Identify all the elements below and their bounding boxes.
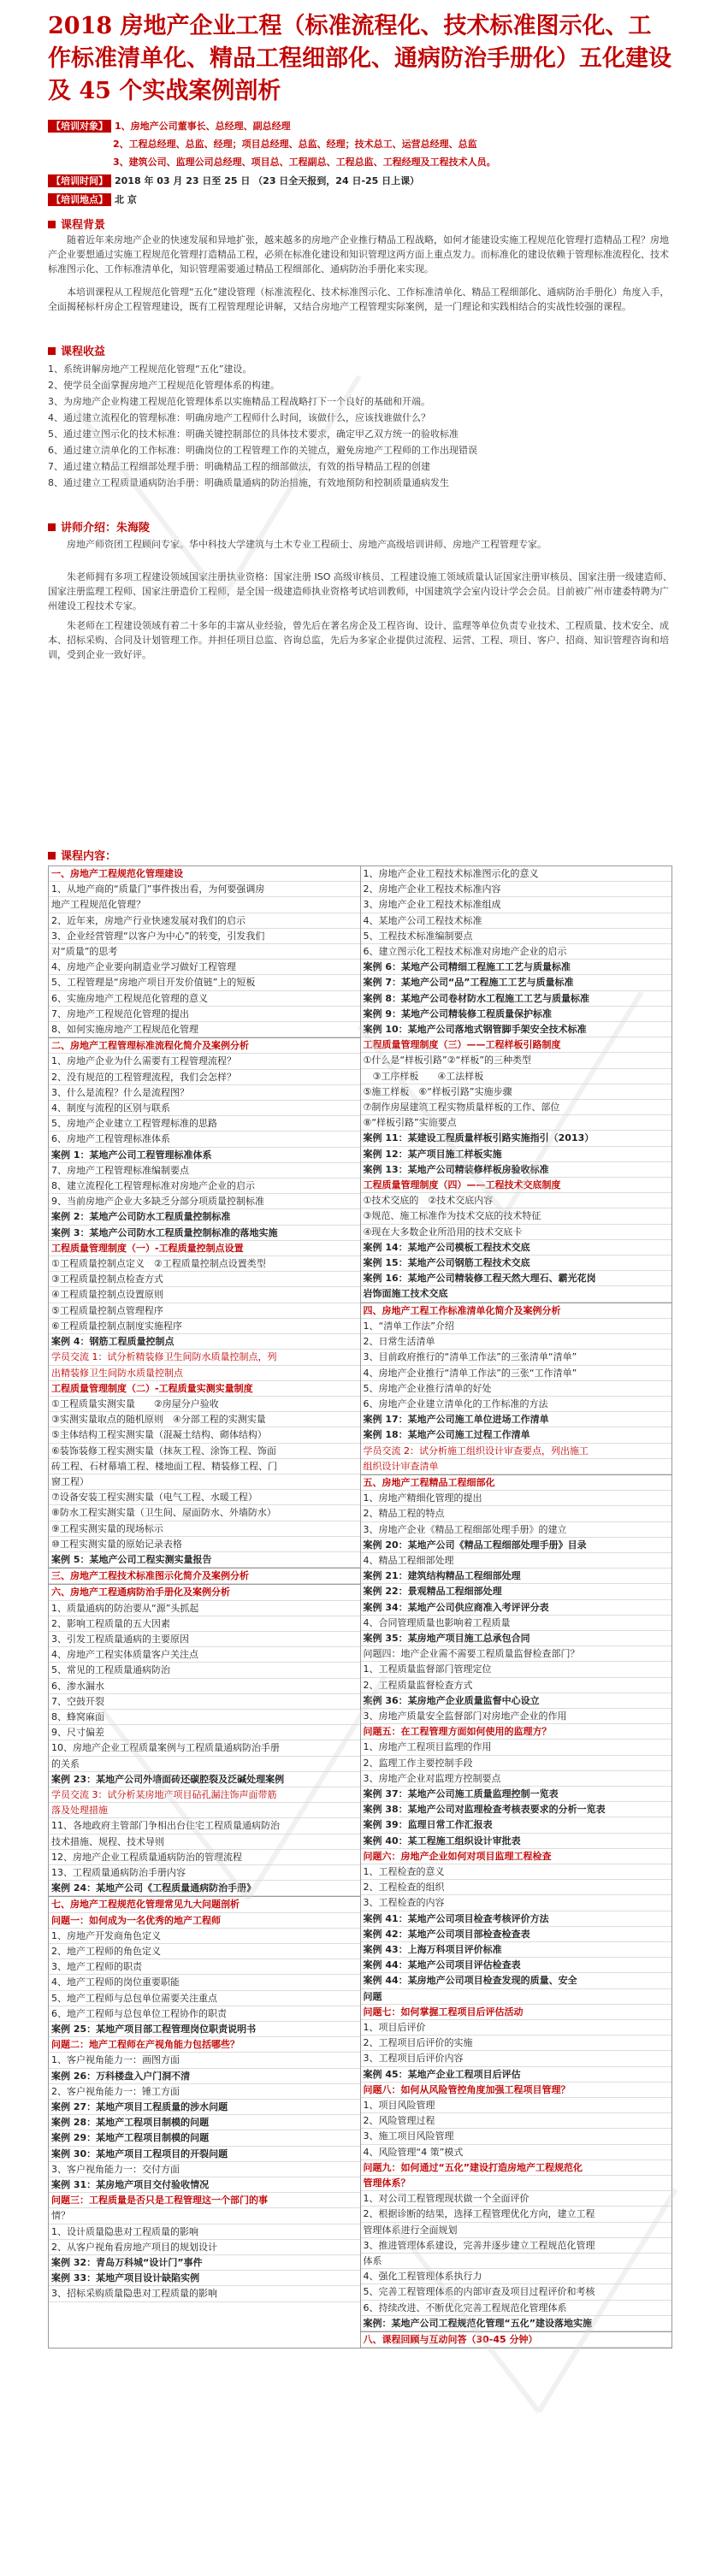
- list-item: 1、系统讲解房地产工程规范化管理“五化”建设。: [48, 363, 252, 375]
- course-section-heading: 二、房地产工程管理标准流程化简介及案例分析: [49, 1037, 360, 1054]
- course-item: 6、房地产企业建立清单化的工作标准的方法: [361, 1397, 672, 1412]
- course-item: 2、风险管理过程: [361, 2113, 672, 2129]
- background-heading: 课程背景: [48, 216, 105, 232]
- course-section-heading: 问题六：房地产企业如何对项目监理工程检查: [361, 1849, 672, 1864]
- course-item: 2、地产工程师的角色定义: [49, 1944, 360, 1959]
- course-item: ⑦制作房屋建筑工程实物质量样板的工作、部位: [361, 1100, 672, 1115]
- course-item: 3、工程检查的内容: [361, 1895, 672, 1911]
- course-item: 1、工程检查的意义: [361, 1864, 672, 1880]
- course-item: 案例 29：某地产工程项目制模的问题: [49, 2130, 360, 2146]
- course-item: 案例 11：某建设工程质量样板引路实施指引（2013）: [361, 1131, 672, 1146]
- place-block: [48, 193, 137, 207]
- course-item: ⑧“样板引路”实施要点: [361, 1115, 672, 1131]
- course-item: 案例 38：某地产公司对监理检查考核表要求的分析一览表: [361, 1802, 672, 1817]
- course-section-heading: 问题九：如何通过“五化”建设打造房地产工程规范化: [361, 2160, 672, 2176]
- course-item: 5、房地产企业推行清单的好处: [361, 1381, 672, 1397]
- background-para-1: 随着近年来房地产企业的快速发展和异地扩张，越来越多的房地产企业推行精品工程战略，如何才能建设实施工程规范化管理打造精品工程？房地产企业要想通过实施工程规范化管理打造精品工程，必须在标准化建设和知识管理这两方面上重点发力。而标准化的建设依赖于管理标准流程化、技术标准图示化、工作标准清单化，知识管理需要通过精品工程细部化、通病防治手册化来实现。: [48, 234, 669, 275]
- course-item: 6、持续改进、不断优化完善工程规范化管理体系: [361, 2301, 672, 2316]
- course-item: 技术措施、规程、技术导则: [49, 1835, 360, 1850]
- time-text: 2018 年 03 月 23 日至 25 日 （23 日全天报到，24 日-25 日上课）: [115, 175, 420, 186]
- course-item: 案例 5：某地产公司工程实测实量报告: [49, 1552, 360, 1568]
- course-item: 案例 26：万科楼盘入户门洞不清: [49, 2069, 360, 2084]
- course-item: 1、房地产开发商角色定义: [49, 1929, 360, 1944]
- course-item: ⑨工程实测实量的现场标示: [49, 1521, 360, 1537]
- course-item: ⑩工程实测实量的原始记录表格: [49, 1537, 360, 1552]
- course-column-right: [361, 866, 672, 2348]
- course-item: 5、房地产企业建立工程管理标准的思路: [49, 1116, 360, 1131]
- course-item: 1、从地产商的“质量门”事件拨出看，为何要强调房: [49, 882, 360, 897]
- course-item: 案例 34：某地产公司供应商准入考评评分表: [361, 1600, 672, 1616]
- course-item: 10、房地产企业工程质量案例与工程质量通病防治手册: [49, 1740, 360, 1756]
- course-section-heading: 七、房地产工程规范化管理常见九大问题剖析: [49, 1896, 360, 1912]
- list-item: 8、通过建立工程质量通病防治手册：明确质量通病的防治措施，有效地预防和控制质量通病发生: [48, 477, 449, 488]
- course-heading: 课程内容：: [48, 847, 116, 863]
- background-para-2: 本培训课程从工程规范化管理“五化”建设管理（标准流程化、技术标准图示化、工作标准清单化、精品工程细部化、通病防治手册化）角度入手，全面揭秘标杆房企工程管理建设，既有工程管理理论讲解，又结合房地产工程管理实际案例，是一门理论和实践相结合的实战性较强的课程。: [48, 287, 670, 312]
- audience-label: 【培训对象】: [48, 120, 111, 133]
- course-item: 岩饰面施工技术交底: [361, 1286, 672, 1302]
- course-item: 2、近年来，房地产行业快速发展对我们的启示: [49, 913, 360, 929]
- course-item: 6、渗水漏水: [49, 1679, 360, 1694]
- course-item: 情？: [49, 2208, 360, 2224]
- course-item: 3、工程项目后评价内容: [361, 2051, 672, 2066]
- course-item: ①工程质量控制点定义 ②工程质量控制点设置类型: [49, 1256, 360, 1272]
- benefits-heading: 课程收益: [48, 342, 105, 358]
- course-section-heading: 一、房地产工程规范化管理建设: [49, 866, 360, 882]
- course-item: 1、质量通病的防治要从“源”头抓起: [49, 1601, 360, 1616]
- course-item: 对“质量”的思考: [49, 944, 360, 960]
- course-item: 1、对公司工程管理现状做一个全面评价: [361, 2191, 672, 2207]
- place-text: 北 京: [115, 194, 137, 205]
- course-item: 3、企业经营管理“以客户为中心”的转变，引发我们: [49, 929, 360, 944]
- course-item: 案例 7：某地产公司“品”工程施工工艺与质量标准: [361, 975, 672, 990]
- course-section-heading: 管理体系？: [361, 2176, 672, 2191]
- course-item: 4、房地产企业要向制造业学习做好工程管理: [49, 960, 360, 975]
- place-label: 【培训地点】: [48, 193, 111, 206]
- course-item: ⑤工程质量控制点管理程序: [49, 1303, 360, 1319]
- course-item: ③实测实量取点的随机原则 ④分部工程的实测实量: [49, 1412, 360, 1427]
- square-bullet-icon: [48, 523, 56, 531]
- course-item: 2、工程项目后评价的实施: [361, 2035, 672, 2051]
- course-section-heading: 问题五：在工程管理方面如何使用的监理方？: [361, 1724, 672, 1740]
- course-item: 3、引发工程质量通病的主要原因: [49, 1632, 360, 1647]
- course-item: 组织设计审查清单: [361, 1459, 672, 1474]
- course-section-heading: 问题一：如何成为一名优秀的地产工程师: [49, 1913, 360, 1929]
- course-item: 地产工程规范化管理？: [49, 897, 360, 913]
- list-item: 5、通过建立图示化的技术标准：明确关键控制部位的具体技术要求，确定甲乙双方统一的验收标准: [48, 428, 458, 440]
- course-item: 2、影响工程质量的五大因素: [49, 1616, 360, 1632]
- course-item: 3、房地产企业对监理方控制要点: [361, 1771, 672, 1787]
- course-item: 7、房地产工程管理标准编制要点: [49, 1163, 360, 1179]
- course-item: ⑧防水工程实测实量（卫生间、屋面防水、外墙防水）: [49, 1505, 360, 1521]
- course-item: 2、没有规范的工程管理流程，我们会怎样？: [49, 1070, 360, 1085]
- course-item: 案例 16：某地产公司精装修工程天然大理石、霸光花岗: [361, 1271, 672, 1286]
- course-section-heading: 八、课程回顾与互动问答（30-45 分钟）: [361, 2331, 672, 2348]
- course-section-heading: 三、房地产工程技术标准图示化简介及案例分析: [49, 1568, 360, 1584]
- course-section-heading: 问题八：如何从风险管控角度加强工程项目管理？: [361, 2083, 672, 2098]
- course-item: 案例 18：某地产公司施工过程工作清单: [361, 1427, 672, 1443]
- course-item: 案例 45：某地产企业工程项目后评估: [361, 2067, 672, 2083]
- course-item: 2、从客户视角看房地产项目的规划设计: [49, 2240, 360, 2255]
- audience-line-2: 2、工程总经理、总监、经理；项目总经理、总监、经理；技术总工、运营总经理、总监: [113, 139, 477, 150]
- course-item: ①工程质量实测实量 ②房屋分户验收: [49, 1397, 360, 1412]
- course-item: 案例 42：某地产公司项目部检查检查表: [361, 1927, 672, 1942]
- course-item: 3、地产工程师的职责: [49, 1959, 360, 1975]
- course-section-heading: 工程质量管理制度（四）——工程技术交底制度: [361, 1178, 672, 1193]
- course-item: 1、客户视角能力一：画图方面: [49, 2053, 360, 2068]
- course-item: 9、尺寸偏差: [49, 1725, 360, 1740]
- course-item: 案例 8：某地产公司卷材防水工程施工工艺与质量标准: [361, 991, 672, 1007]
- course-item: 案例 24：某地产公司《工程质量通病防治手册》: [49, 1881, 360, 1896]
- course-item: 案例 35：某房地产项目施工总承包合同: [361, 1631, 672, 1646]
- teacher-para-2: 朱老师拥有多项工程建设领域国家注册执业资格：国家注册 ISO 高级审核员、工程建设施工领域质量认证国家注册审核员、国家注册一级建造师、国家注册监理工程师、国家注册造价工程师，是全国一级建造师执业资格考试培训教师，中国建筑学会室内设计学会会员。目前被广州市建委特聘为广州建设工程技术专家。: [48, 571, 672, 612]
- course-item: 3、客户视角能力一：交付方面: [49, 2162, 360, 2177]
- course-item: 案例 30：某地产项目工程项目的开裂问题: [49, 2147, 360, 2162]
- list-item: 7、通过建立精品工程细部处理手册：明确精品工程的细部做法，有效的指导精品工程的创建: [48, 461, 430, 472]
- course-item: ④现在大多数企业所沿用的技术交底卡: [361, 1225, 672, 1240]
- course-item: 案例 21：建筑结构精品工程细部处理: [361, 1569, 672, 1584]
- square-bullet-icon: [48, 347, 56, 355]
- teacher-heading: 讲师介绍：朱海陵: [48, 518, 150, 535]
- course-item: ⑦设备安装工程实测实量（电气工程、水暖工程）: [49, 1490, 360, 1505]
- course-item: 6、实施房地产工程规范化管理的意义: [49, 991, 360, 1007]
- time-block: [48, 174, 419, 188]
- course-item: 案例 22：景观精品工程细部处理: [361, 1584, 672, 1599]
- course-item: ⑥工程质量控制点制度实施程序: [49, 1319, 360, 1334]
- course-item: 3、房地产质量安全监督部门对房地产企业的作用: [361, 1709, 672, 1724]
- course-item: 5、工程技术标准编制要点: [361, 929, 672, 944]
- course-item: ③工程质量控制点检查方式: [49, 1272, 360, 1287]
- course-item: 案例 40：某工程施工组织设计审批表: [361, 1834, 672, 1849]
- course-item: 13、工程质量通病防治手册内容: [49, 1865, 360, 1881]
- course-item: 2、根据诊断的结果，选择工程管理优化方向，建立工程: [361, 2207, 672, 2222]
- course-section-heading: 四、房地产工程工作标准清单化简介及案例分析: [361, 1303, 672, 1319]
- course-item: 的关系: [49, 1757, 360, 1772]
- page-title: 2018 房地产企业工程（标准流程化、技术标准图示化、工作标准清单化、精品工程细部化、通病防治手册化）五化建设及 45 个实战案例剖析: [48, 13, 671, 104]
- course-item: 案例 36：某房地产企业质量监督中心设立: [361, 1693, 672, 1709]
- course-item: 4、房地产企业推行“清单工作法”的三张“工作清单”: [361, 1366, 672, 1381]
- course-item: ①什么是“样板引路”②“样板”的三种类型: [361, 1053, 672, 1068]
- course-item: 1、“清单工作法”介绍: [361, 1319, 672, 1334]
- course-item: 案例 23：某地产公司外墙面砖还碳腔裂及泛碱处理案例: [49, 1772, 360, 1787]
- course-item: 窗工程）: [49, 1474, 360, 1490]
- time-label: 【培训时间】: [48, 174, 111, 187]
- course-column-left: [49, 866, 360, 2302]
- course-item: ⑤主体结构工程实测实量（混凝土结构、砌体结构）: [49, 1427, 360, 1443]
- course-section-heading: 五、房地产工程精品工程细部化: [361, 1474, 672, 1491]
- course-item: 案例 2：某地产公司防水工程质量控制标准: [49, 1209, 360, 1225]
- teacher-para-1: 房地产师资团工程顾问专家。华中科技大学建筑与土木专业工程硕士、房地产高级培训讲师、房地产工程管理专家。: [67, 539, 547, 550]
- course-item: 5、工程管理是“房地产项目开发价值链”上的短板: [49, 975, 360, 990]
- course-item: 11、各地政府主管部门争相出台住宅工程质量通病防治: [49, 1818, 360, 1834]
- course-item: 1、房地产精细化管理的提出: [361, 1491, 672, 1506]
- course-item: 案例 25：某地产项目部工程管理岗位职责说明书: [49, 2022, 360, 2037]
- course-item: 2、房地产企业工程技术标准内容: [361, 882, 672, 897]
- audience-line-1: 1、房地产公司董事长、总经理、副总经理: [115, 121, 291, 132]
- audience-line-3: 3、建筑公司、监理公司总经理、项目总、工程副总、工程总监、工程经理及工程技术人员。: [113, 157, 496, 168]
- course-item: 1、项目风险管理: [361, 2098, 672, 2113]
- course-item: 8、如何实施房地产工程规范化管理: [49, 1022, 360, 1037]
- course-item: 体系: [361, 2254, 672, 2269]
- course-item: 1、项目后评价: [361, 2020, 672, 2035]
- course-item: 案例 6：某地产公司精细工程施工工艺与质量标准: [361, 960, 672, 975]
- course-item: 学员交流 2：试分析施工组织设计审查要点，列出施工: [361, 1444, 672, 1459]
- teacher-para-3: 朱老师在工程建设领域有着二十多年的丰富从业经验，曾先后在著名房企及工程咨询、设计、监理等单位负责专业技术、工程质量、技术安全、成本、招标采购、合同及计划管理工作。并担任项目总监、咨询总监，先后为多家企业提供过流程、运营、工程、项目、客户、招商、知识管理咨询和培训，受到企业一致好评。: [48, 620, 669, 660]
- course-item: 3、房地产企业工程技术标准组成: [361, 897, 672, 913]
- course-item: 9、当前房地产企业大多缺乏分部分项质量控制标准: [49, 1194, 360, 1209]
- benefits-list: [48, 361, 672, 491]
- course-item: 5、完善工程管理体系的内部审查及项目过程评价和考核: [361, 2284, 672, 2300]
- course-item: ⑤施工样板 ⑥“样板引路”实施步骤: [361, 1084, 672, 1100]
- course-section-heading: 六、房地产工程通病防治手册化及案例分析: [49, 1584, 360, 1600]
- course-item: 案例 17：某地产公司施工单位进场工作清单: [361, 1412, 672, 1427]
- course-item: 学员交流 3：试分析某房地产项目砧孔漏注饰声面带筋: [49, 1787, 360, 1803]
- course-item: 4、制度与流程的区别与联系: [49, 1101, 360, 1116]
- course-item: 1、房地产企业工程技术标准图示化的意义: [361, 866, 672, 882]
- course-item: 3、招标采购质量隐患对工程质量的影响: [49, 2286, 360, 2301]
- course-item: 3、推进管理体系建设，完善并逐步建立工程规范化管理: [361, 2238, 672, 2254]
- course-item: 案例 9：某地产公司精装修工程质量保护标准: [361, 1007, 672, 1022]
- course-item: 学员交流 1：试分析精装修卫生间防水质量控制点，列: [49, 1350, 360, 1365]
- course-item: 4、风险管理“4 策”模式: [361, 2145, 672, 2160]
- course-item: 2、工程检查的组织: [361, 1880, 672, 1895]
- square-bullet-icon: [48, 852, 56, 860]
- square-bullet-icon: [48, 221, 56, 228]
- course-item: 7、房地产工程规范化管理的提出: [49, 1007, 360, 1022]
- course-item: 案例 15：某地产公司钢筋工程技术交底: [361, 1256, 672, 1271]
- course-item: 案例 3：某地产公司防水工程质量控制标准的落地实施: [49, 1226, 360, 1241]
- course-item: 案例 28：某地产工程项目制模的问题: [49, 2115, 360, 2130]
- course-item: 案例：某地产公司工程规范化管理“五化”建设落地实施: [361, 2316, 672, 2331]
- list-item: 6、通过建立清单化的工作标准：明确岗位的工程管理工作的关键点，避免房地产工程师的工作出现错误: [48, 445, 477, 456]
- course-item: 4、地产工程师的岗位重要职能: [49, 1975, 360, 1990]
- course-item: 3、目前政府推行的“清单工作法”的三张清单“清单”: [361, 1350, 672, 1365]
- course-item: ④工程质量控制点设置原则: [49, 1287, 360, 1303]
- course-item: 案例 44：某房地产公司项目检查发现的质量、安全: [361, 1973, 672, 1988]
- course-item: 1、工程质量监督部门管理定位: [361, 1662, 672, 1677]
- course-item: ③工序样板 ④工法样板: [361, 1069, 672, 1084]
- course-item: 3、房地产企业《精品工程细部处理手册》的建立: [361, 1522, 672, 1538]
- course-item: 8、建立流程化工程管理标准对房地产企业的启示: [49, 1179, 360, 1194]
- course-item: 落及处理措施: [49, 1803, 360, 1818]
- course-item: 案例 27：某地产项目工程质量的涉水问题: [49, 2100, 360, 2115]
- list-item: 2、使学员全面掌握房地产工程规范化管理体系的构建。: [48, 380, 280, 391]
- course-item: 1、房地产工程项目监理的作用: [361, 1740, 672, 1755]
- course-item: 5、常见的工程质量通病防治: [49, 1663, 360, 1678]
- course-section-heading: 问题七：如何掌握工程项目后评估活动: [361, 2005, 672, 2020]
- course-item: 案例 41：某地产公司项目检查考核评价方法: [361, 1911, 672, 1927]
- course-item: 7、空鼓开裂: [49, 1694, 360, 1710]
- course-item: 6、建立图示化工程技术标准对房地产企业的启示: [361, 944, 672, 960]
- course-item: 6、地产工程师与总包单位工程协作的职责: [49, 2006, 360, 2022]
- course-item: 4、合同管理质量也影响着工程质量: [361, 1616, 672, 1631]
- course-item: 案例 33：某地产项目设计缺陷实例: [49, 2271, 360, 2286]
- course-item: 案例 43：上海万科项目评价标准: [361, 1942, 672, 1958]
- course-item: 4、房地产工程实体质量客户关注点: [49, 1647, 360, 1663]
- course-section-heading: 工程质量管理制度（三）——工程样板引路制度: [361, 1037, 672, 1053]
- course-item: 5、地产工程师与总包单位需要关注重点: [49, 1991, 360, 2006]
- list-item: 4、通过建立流程化的管理标准：明确房地产工程师什么时间，该做什么，应该找谁做什么？: [48, 412, 430, 423]
- course-item: 案例 4：钢筋工程质量控制点: [49, 1334, 360, 1350]
- list-item: 3、为房地产企业构建工程规范化管理体系以实施精品工程战略打下一个良好的基础和开端。: [48, 396, 430, 407]
- course-item: 案例 12：某产项目施工样板实施: [361, 1147, 672, 1162]
- course-item: 12、房地产企业工程质量通病防治的管理流程: [49, 1850, 360, 1865]
- course-section-heading: 工程质量管理制度（一）-工程质量控制点设置: [49, 1241, 360, 1256]
- course-item: 8、蜂窝麻面: [49, 1710, 360, 1725]
- course-item: 问题四：地产企业需不需要工程质量监督检查部门？: [361, 1646, 672, 1662]
- course-section-heading: 工程质量管理制度（二）-工程质量实测实量制度: [49, 1381, 360, 1397]
- audience-block: [48, 120, 291, 133]
- course-item: 1、设计质量隐患对工程质量的影响: [49, 2224, 360, 2240]
- course-item: 案例 13：某地产公司精装修样板房验收标准: [361, 1162, 672, 1178]
- course-item: 2、客户视角能力一：锤工方面: [49, 2084, 360, 2100]
- course-item: 案例 32：青岛万科城“设计门”事件: [49, 2255, 360, 2271]
- course-item: 砖工程、石材幕墙工程、楼地面工程、精装修工程、门: [49, 1459, 360, 1474]
- course-item: ①技术交底的 ②技术交底内容: [361, 1193, 672, 1208]
- course-item: 案例 20：某地产公司《精品工程细部处理手册》目录: [361, 1538, 672, 1553]
- course-item: ⑥装饰装修工程实测实量（抹灰工程、涂饰工程、饰面: [49, 1444, 360, 1459]
- course-item: 管理体系进行全面规划: [361, 2223, 672, 2238]
- course-item: 1、房地产企业为什么需要有工程管理流程？: [49, 1054, 360, 1069]
- course-item: 案例 37：某地产公司施工质量监理控制一览表: [361, 1787, 672, 1802]
- course-item: 2、工程质量监督检查方式: [361, 1678, 672, 1693]
- course-item: 4、精品工程细部处理: [361, 1553, 672, 1569]
- course-item: 2、精品工程的特点: [361, 1506, 672, 1521]
- course-item: 案例 31：某房地产项目交付验收情况: [49, 2177, 360, 2193]
- course-section-heading: 问题三：工程质量是否只是工程管理这一个部门的事: [49, 2193, 360, 2208]
- course-item: 问题: [361, 1989, 672, 2005]
- course-item: 6、房地产工程管理标准体系: [49, 1131, 360, 1147]
- course-item: 案例 10：某地产公司落地式钢管脚手架安全技术标准: [361, 1022, 672, 1037]
- course-item: 3、施工项目风险管理: [361, 2129, 672, 2144]
- course-item: 出精装修卫生间防水质量控制点: [49, 1366, 360, 1381]
- course-section-heading: 问题二：地产工程师在产视角能力包括哪些？: [49, 2037, 360, 2053]
- course-table: [48, 866, 672, 2349]
- course-item: 2、日常生活清单: [361, 1334, 672, 1350]
- course-item: 3、什么是流程？什么是流程图？: [49, 1085, 360, 1101]
- course-item: 2、监理工作主要控制手段: [361, 1756, 672, 1771]
- course-item: 案例 39：监理日常工作汇报表: [361, 1817, 672, 1833]
- course-item: 4、某地产公司工程技术标准: [361, 913, 672, 929]
- course-item: 案例 44：某地产公司项目评估检查表: [361, 1958, 672, 1973]
- course-item: 案例 1：某地产公司工程管理标准体系: [49, 1148, 360, 1163]
- course-item: 4、强化工程管理体系执行力: [361, 2269, 672, 2284]
- course-item: 案例 14：某地产公司模板工程技术交底: [361, 1240, 672, 1256]
- course-item: ③规范、施工标准作为技术交底的技术特征: [361, 1208, 672, 1224]
